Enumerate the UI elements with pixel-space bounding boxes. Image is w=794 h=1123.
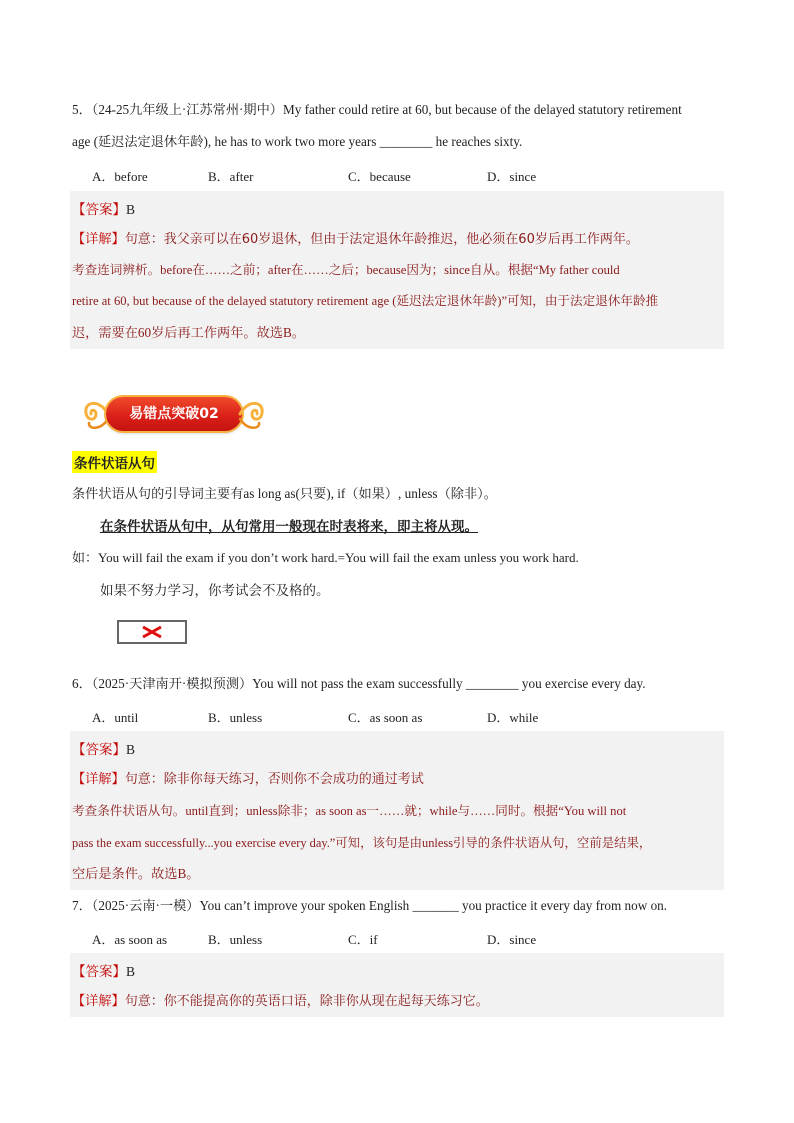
- q6-detail-line4: 空后是条件。故选B。: [72, 866, 200, 881]
- q6-detail-label: 【详解】: [72, 771, 125, 786]
- q5-stem-line2: age (延迟法定退休年龄), he has to work two more years ________ he reaches sixty.: [72, 134, 523, 149]
- q7-detail-label: 【详解】: [72, 993, 125, 1008]
- q5-detail-line1: [72, 229, 639, 250]
- q7-option-d: D．since: [487, 932, 537, 947]
- q5-detail-line2: 考查连词辨析。before在……之前；after在……之后；because因为；since自从。根据“My father could: [72, 263, 620, 277]
- q5-answer-label: 【答案】: [72, 202, 126, 217]
- q7-detail-text1: 句意：你不能提高你的英语口语，除非你从现在起每天练习它。: [124, 994, 489, 1009]
- q6-answer: [72, 738, 135, 758]
- q6-answer-label: 【答案】: [72, 742, 126, 757]
- q6-option-c: C．as soon as: [348, 710, 423, 725]
- banner-title: 易错点突破02: [129, 406, 219, 422]
- section-example: 如：You will fail the exam if you don’t work hard.=You will fail the exam unless you work hard.: [72, 550, 579, 565]
- q5-detail-label: 【详解】: [72, 231, 125, 246]
- q6-detail-line1: [72, 769, 424, 790]
- q7-option-b: B．unless: [208, 932, 263, 947]
- q5-option-a: A．before: [92, 169, 148, 184]
- q5-detail-line4: 迟，需要在60岁后再工作两年。故选B。: [72, 325, 305, 340]
- section-banner: [80, 393, 268, 435]
- section-intro: 条件状语从句的引导词主要有as long as(只要), if（如果）, unless（除非）。: [72, 486, 497, 501]
- q5-answer-value: B: [126, 202, 136, 217]
- q7-option-c: C．if: [348, 932, 378, 947]
- q7-option-a: A．as soon as: [92, 932, 168, 947]
- q6-detail-line2: 考查条件状语从句。until直到；unless除非；as soon as一……就；while与……同时。根据“You will not: [72, 804, 627, 818]
- q7-answer: [72, 960, 135, 980]
- q5-option-d: D．since: [487, 169, 537, 184]
- wrong-mark-icon: [117, 620, 187, 644]
- q7-stem: 7．（2025·云南·一模）You can’t improve your spoken English _______ you practice it every day from now on.: [72, 898, 668, 913]
- section-example-cn: 如果不努力学习，你考试会不及格的。: [100, 583, 330, 599]
- q6-option-b: B．unless: [208, 710, 263, 725]
- q5-option-c: C．because: [348, 169, 411, 184]
- q5-detail-line3: retire at 60, but because of the delayed statutory retirement age (延迟法定退休年龄)”可知，由于法定退休年龄推: [72, 294, 659, 308]
- section-heading: 条件状语从句: [72, 451, 157, 473]
- q5-detail-text1: 句意：我父亲可以在60岁退休，但由于法定退休年龄推迟，他必须在60岁后再工作两年。: [124, 232, 639, 247]
- q6-stem: 6．（2025·天津南开·模拟预测）You will not pass the exam successfully ________ you exercise every day.: [72, 676, 646, 691]
- banner-swirl-right-icon: [238, 395, 268, 433]
- q6-option-d: D．while: [487, 710, 539, 725]
- q5-option-b: B．after: [208, 169, 254, 184]
- q6-detail-line3: pass the exam successfully...you exercise every day.”可知，该句是由unless引导的条件状语从句，空前是结果，: [72, 836, 652, 850]
- q7-detail-line1: [72, 991, 489, 1012]
- q7-answer-value: B: [126, 964, 136, 979]
- q5-answer: [72, 198, 135, 218]
- q5-stem-line1: 5．（24-25九年级上·江苏常州·期中）My father could retire at 60, but because of the delayed statutory retirement: [72, 102, 682, 117]
- q7-answer-label: 【答案】: [72, 964, 126, 979]
- q6-detail-text1: 句意：除非你每天练习，否则你不会成功的通过考试: [124, 772, 424, 787]
- section-rule: 在条件状语从句中，从句常用一般现在时表将来，即主将从现。: [100, 519, 478, 535]
- q6-answer-value: B: [126, 742, 136, 757]
- q6-option-a: A．until: [92, 710, 139, 725]
